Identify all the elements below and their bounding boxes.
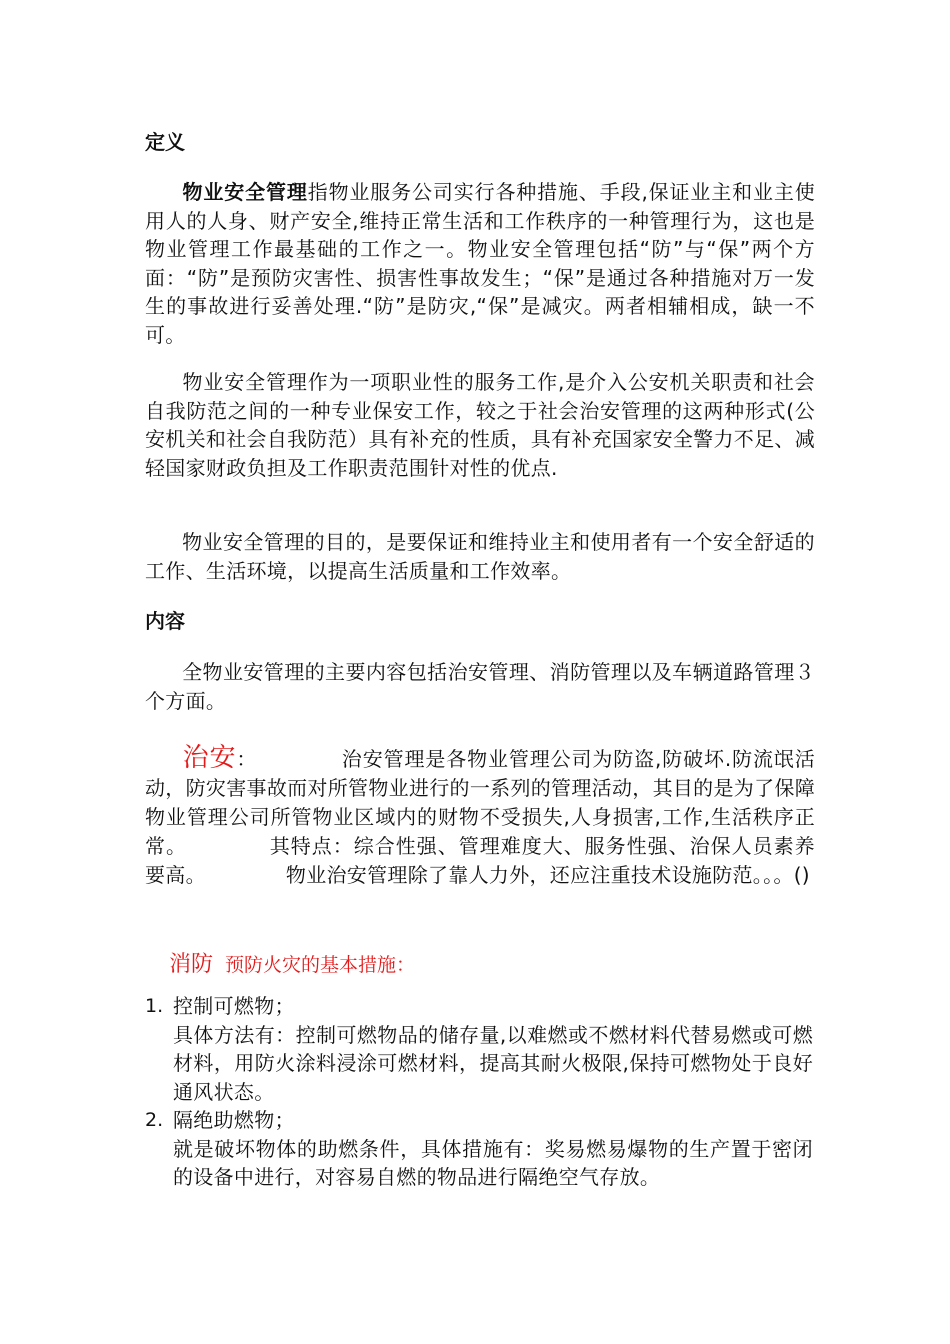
definition-paragraph-3	[145, 528, 815, 585]
security-text-3: 物业治安管理除了靠人力外，还应注重技术设施防范。。。()	[285, 863, 810, 887]
list-item-body: 就是破坏物体的助燃条件，具体措施有：奖易燃易爆物的生产置于密闭的设备中进行，对容易自燃的物品进行隔绝空气存放。	[173, 1136, 813, 1189]
security-colon: ：	[236, 747, 258, 771]
content-heading: 内容	[145, 609, 185, 633]
list-item	[173, 1106, 813, 1192]
security-paragraph	[145, 744, 815, 890]
list-item-number: 1.	[145, 995, 164, 1017]
content-paragraph-1-text: 全物业安管理的主要内容包括治安管理、消防管理以及车辆道路管理３个方面。	[145, 660, 815, 713]
security-label: 治安	[182, 743, 237, 773]
definition-heading: 定义	[145, 130, 185, 154]
list-item-number: 2.	[145, 1109, 164, 1131]
security-text-1: 治安管理是各物业管理公司为防盗,防破坏.防流氓活动，防灾害事故而对所管物业进行的一系列的管理活动，其目的是为了保障物业管理公司所管物业区域内的财物不受损失,人身损害,工作,生活秩序正常。	[145, 747, 815, 858]
definition-paragraph-1	[145, 178, 815, 349]
fire-label: 消防	[169, 952, 214, 977]
definition-paragraph-2-text: 物业安全管理作为一项职业性的服务工作,是介入公安机关职责和社会自我防范之间的一种专业保安工作，较之于社会治安管理的这两种形式(公安机关和社会自我防范）具有补充的性质，具有补充国家安全警力不足、减轻国家财政负担及工作职责范围针对性的优点.	[145, 370, 815, 480]
security-text-2: 其特点：综合性强、管理难度大、服务性强、治保人员素养要高。	[145, 834, 815, 887]
definition-paragraph-2	[145, 368, 815, 482]
list-item	[173, 992, 813, 1106]
content-paragraph-1	[145, 658, 815, 715]
fire-heading	[169, 950, 415, 979]
definition-term: 物业安全管理	[182, 180, 308, 204]
list-item-body: 具体方法有：控制可燃物品的储存量,以难燃或不燃材料代替易燃或可燃材料，用防火涂料浸涂可燃材料，提高其耐火极限,保持可燃物处于良好通风状态。	[173, 1022, 813, 1104]
fire-subtitle: 预防火灾的基本措施：	[225, 954, 416, 976]
definition-text: 指物业服务公司实行各种措施、手段,保证业主和业主使用人的人身、财产安全,维持正常生活和工作秩序的一种管理行为，这也是物业管理工作最基础的工作之一。物业安全管理包括“防”与“保”两个方面：“防”是预防灾害性、损害性事故发生；“保”是通过各种措施对万一发生的事故进行妥善处理.“防”是防灾,“保”是减灾。两者相辅相成，缺一不可。	[145, 180, 815, 347]
list-item-title: 隔绝助燃物；	[173, 1108, 295, 1132]
definition-paragraph-3-text: 物业安全管理的目的，是要保证和维持业主和使用者有一个安全舒适的工作、生活环境，以提高生活质量和工作效率。	[145, 530, 815, 583]
list-item-title: 控制可燃物；	[173, 994, 295, 1018]
